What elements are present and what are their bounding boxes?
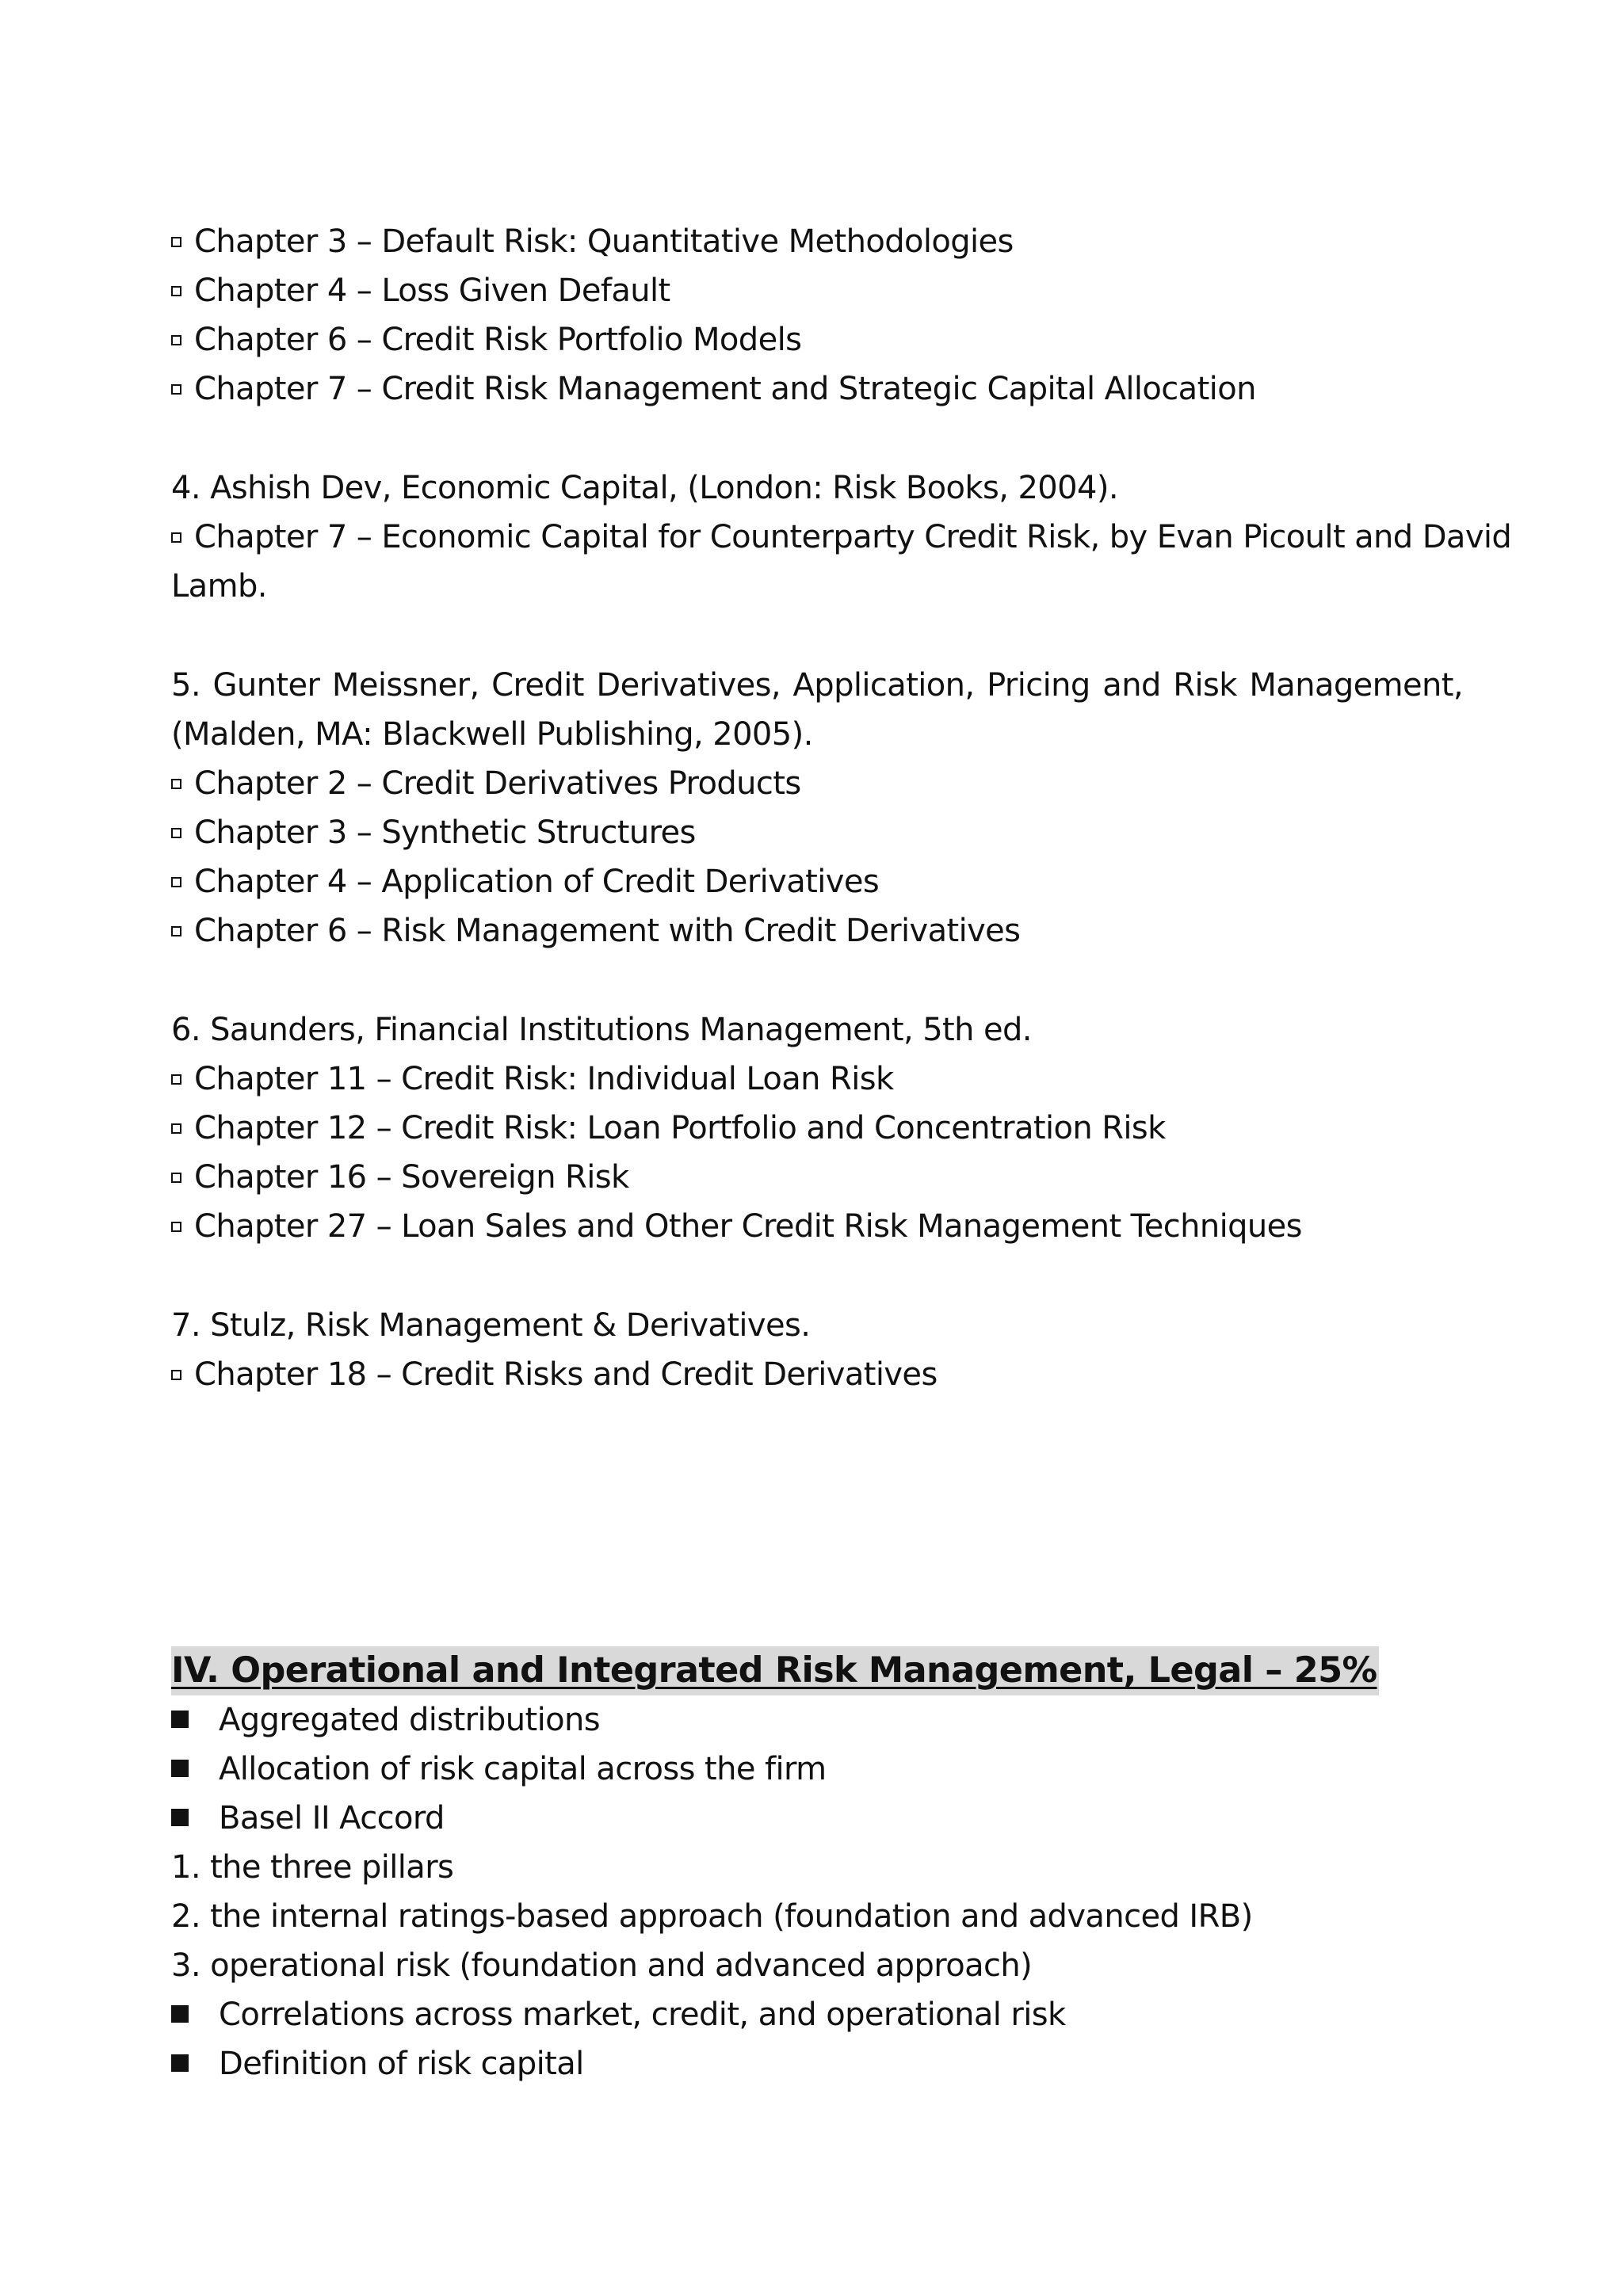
bullet-text: Aggregated distributions (219, 1702, 601, 1738)
chapter-text: Chapter 2 – Credit Derivatives Products (194, 765, 801, 802)
bullet-item (171, 1745, 826, 1794)
chapter-list-item (171, 364, 1256, 414)
filled-square-bullet-icon (171, 1809, 189, 1826)
chapter-text: Chapter 6 – Credit Risk Portfolio Models (194, 322, 802, 358)
chapter-text: Chapter 4 – Loss Given Default (194, 273, 670, 309)
chapter-text: Chapter 12 – Credit Risk: Loan Portfolio and Concentration Risk (194, 1110, 1166, 1146)
chapter-text: Chapter 11 – Credit Risk: Individual Loan Risk (194, 1061, 894, 1097)
chapter-list-item (171, 857, 879, 906)
hollow-square-bullet-icon (171, 828, 181, 838)
hollow-square-bullet-icon (171, 1173, 181, 1183)
chapter-text: Chapter 7 – Credit Risk Management and Strategic Capital Allocation (194, 371, 1256, 407)
chapter-list-item (171, 266, 670, 315)
chapter-text: Chapter 3 – Synthetic Structures (194, 814, 696, 851)
hollow-square-bullet-icon (171, 779, 181, 789)
chapter-text: Chapter 6 – Risk Management with Credit Derivatives (194, 913, 1021, 949)
bullet-item (171, 1990, 1066, 2039)
chapter-text: Chapter 18 – Credit Risks and Credit Derivatives (194, 1356, 938, 1393)
chapter-list-item (171, 315, 801, 364)
reference-title: 7. Stulz, Risk Management & Derivatives. (171, 1307, 811, 1344)
hollow-square-bullet-icon (171, 1222, 181, 1232)
hollow-square-bullet-icon (171, 384, 181, 395)
hollow-square-bullet-icon (171, 532, 181, 543)
chapter-list-item (171, 808, 696, 857)
chapter-list-item (171, 906, 1020, 955)
numbered-item: 1. the three pillars (171, 1849, 454, 1886)
chapter-list-item (171, 1153, 629, 1202)
chapter-text: Chapter 3 – Default Risk: Quantitative Methodologies (194, 223, 1014, 260)
chapter-list-item (171, 759, 801, 808)
reference-title: 6. Saunders, Financial Institutions Management, 5th ed. (171, 1012, 1032, 1048)
bullet-text: Definition of risk capital (219, 2046, 584, 2082)
bullet-item (171, 1695, 600, 1745)
bullet-text: Allocation of risk capital across the firm (219, 1751, 827, 1787)
chapter-list-item (171, 1104, 1166, 1153)
chapter-list-item (171, 1055, 894, 1104)
bullet-item (171, 1794, 445, 1843)
chapter-list-item (171, 217, 1014, 266)
hollow-square-bullet-icon (171, 926, 181, 936)
hollow-square-bullet-icon (171, 1074, 181, 1085)
reference-title-continuation: (Malden, MA: Blackwell Publishing, 2005). (171, 716, 813, 753)
hollow-square-bullet-icon (171, 335, 181, 345)
hollow-square-bullet-icon (171, 1370, 181, 1380)
bullet-text: Correlations across market, credit, and operational risk (219, 1997, 1066, 2033)
chapter-list-item (171, 1350, 938, 1399)
chapter-text: Chapter 7 – Economic Capital for Counterparty Credit Risk, by Evan Picoult and David (194, 519, 1512, 555)
numbered-item: 3. operational risk (foundation and advanced approach) (171, 1947, 1033, 1984)
hollow-square-bullet-icon (171, 877, 181, 887)
reference-title: 5. Gunter Meissner, Credit Derivatives, Application, Pricing and Risk Management, (171, 667, 1463, 704)
chapter-text: Chapter 4 – Application of Credit Derivatives (194, 864, 880, 900)
hollow-square-bullet-icon (171, 237, 181, 247)
bullet-item (171, 2039, 584, 2088)
filled-square-bullet-icon (171, 2005, 189, 2023)
numbered-item: 2. the internal ratings-based approach (foundation and advanced IRB) (171, 1898, 1253, 1935)
bullet-text: Basel II Accord (219, 1800, 445, 1836)
hollow-square-bullet-icon (171, 286, 181, 296)
filled-square-bullet-icon (171, 2054, 189, 2072)
chapter-text-continuation: Lamb. (171, 568, 267, 605)
chapter-text: Chapter 16 – Sovereign Risk (194, 1159, 629, 1196)
filled-square-bullet-icon (171, 1711, 189, 1728)
filled-square-bullet-icon (171, 1760, 189, 1777)
hollow-square-bullet-icon (171, 1123, 181, 1134)
chapter-text: Chapter 27 – Loan Sales and Other Credit Risk Management Techniques (194, 1208, 1302, 1245)
reference-title: 4. Ashish Dev, Economic Capital, (London: Risk Books, 2004). (171, 470, 1118, 506)
section-heading: IV. Operational and Integrated Risk Management, Legal – 25% (171, 1646, 1379, 1695)
chapter-list-item (171, 513, 1512, 562)
chapter-list-item (171, 1202, 1302, 1251)
